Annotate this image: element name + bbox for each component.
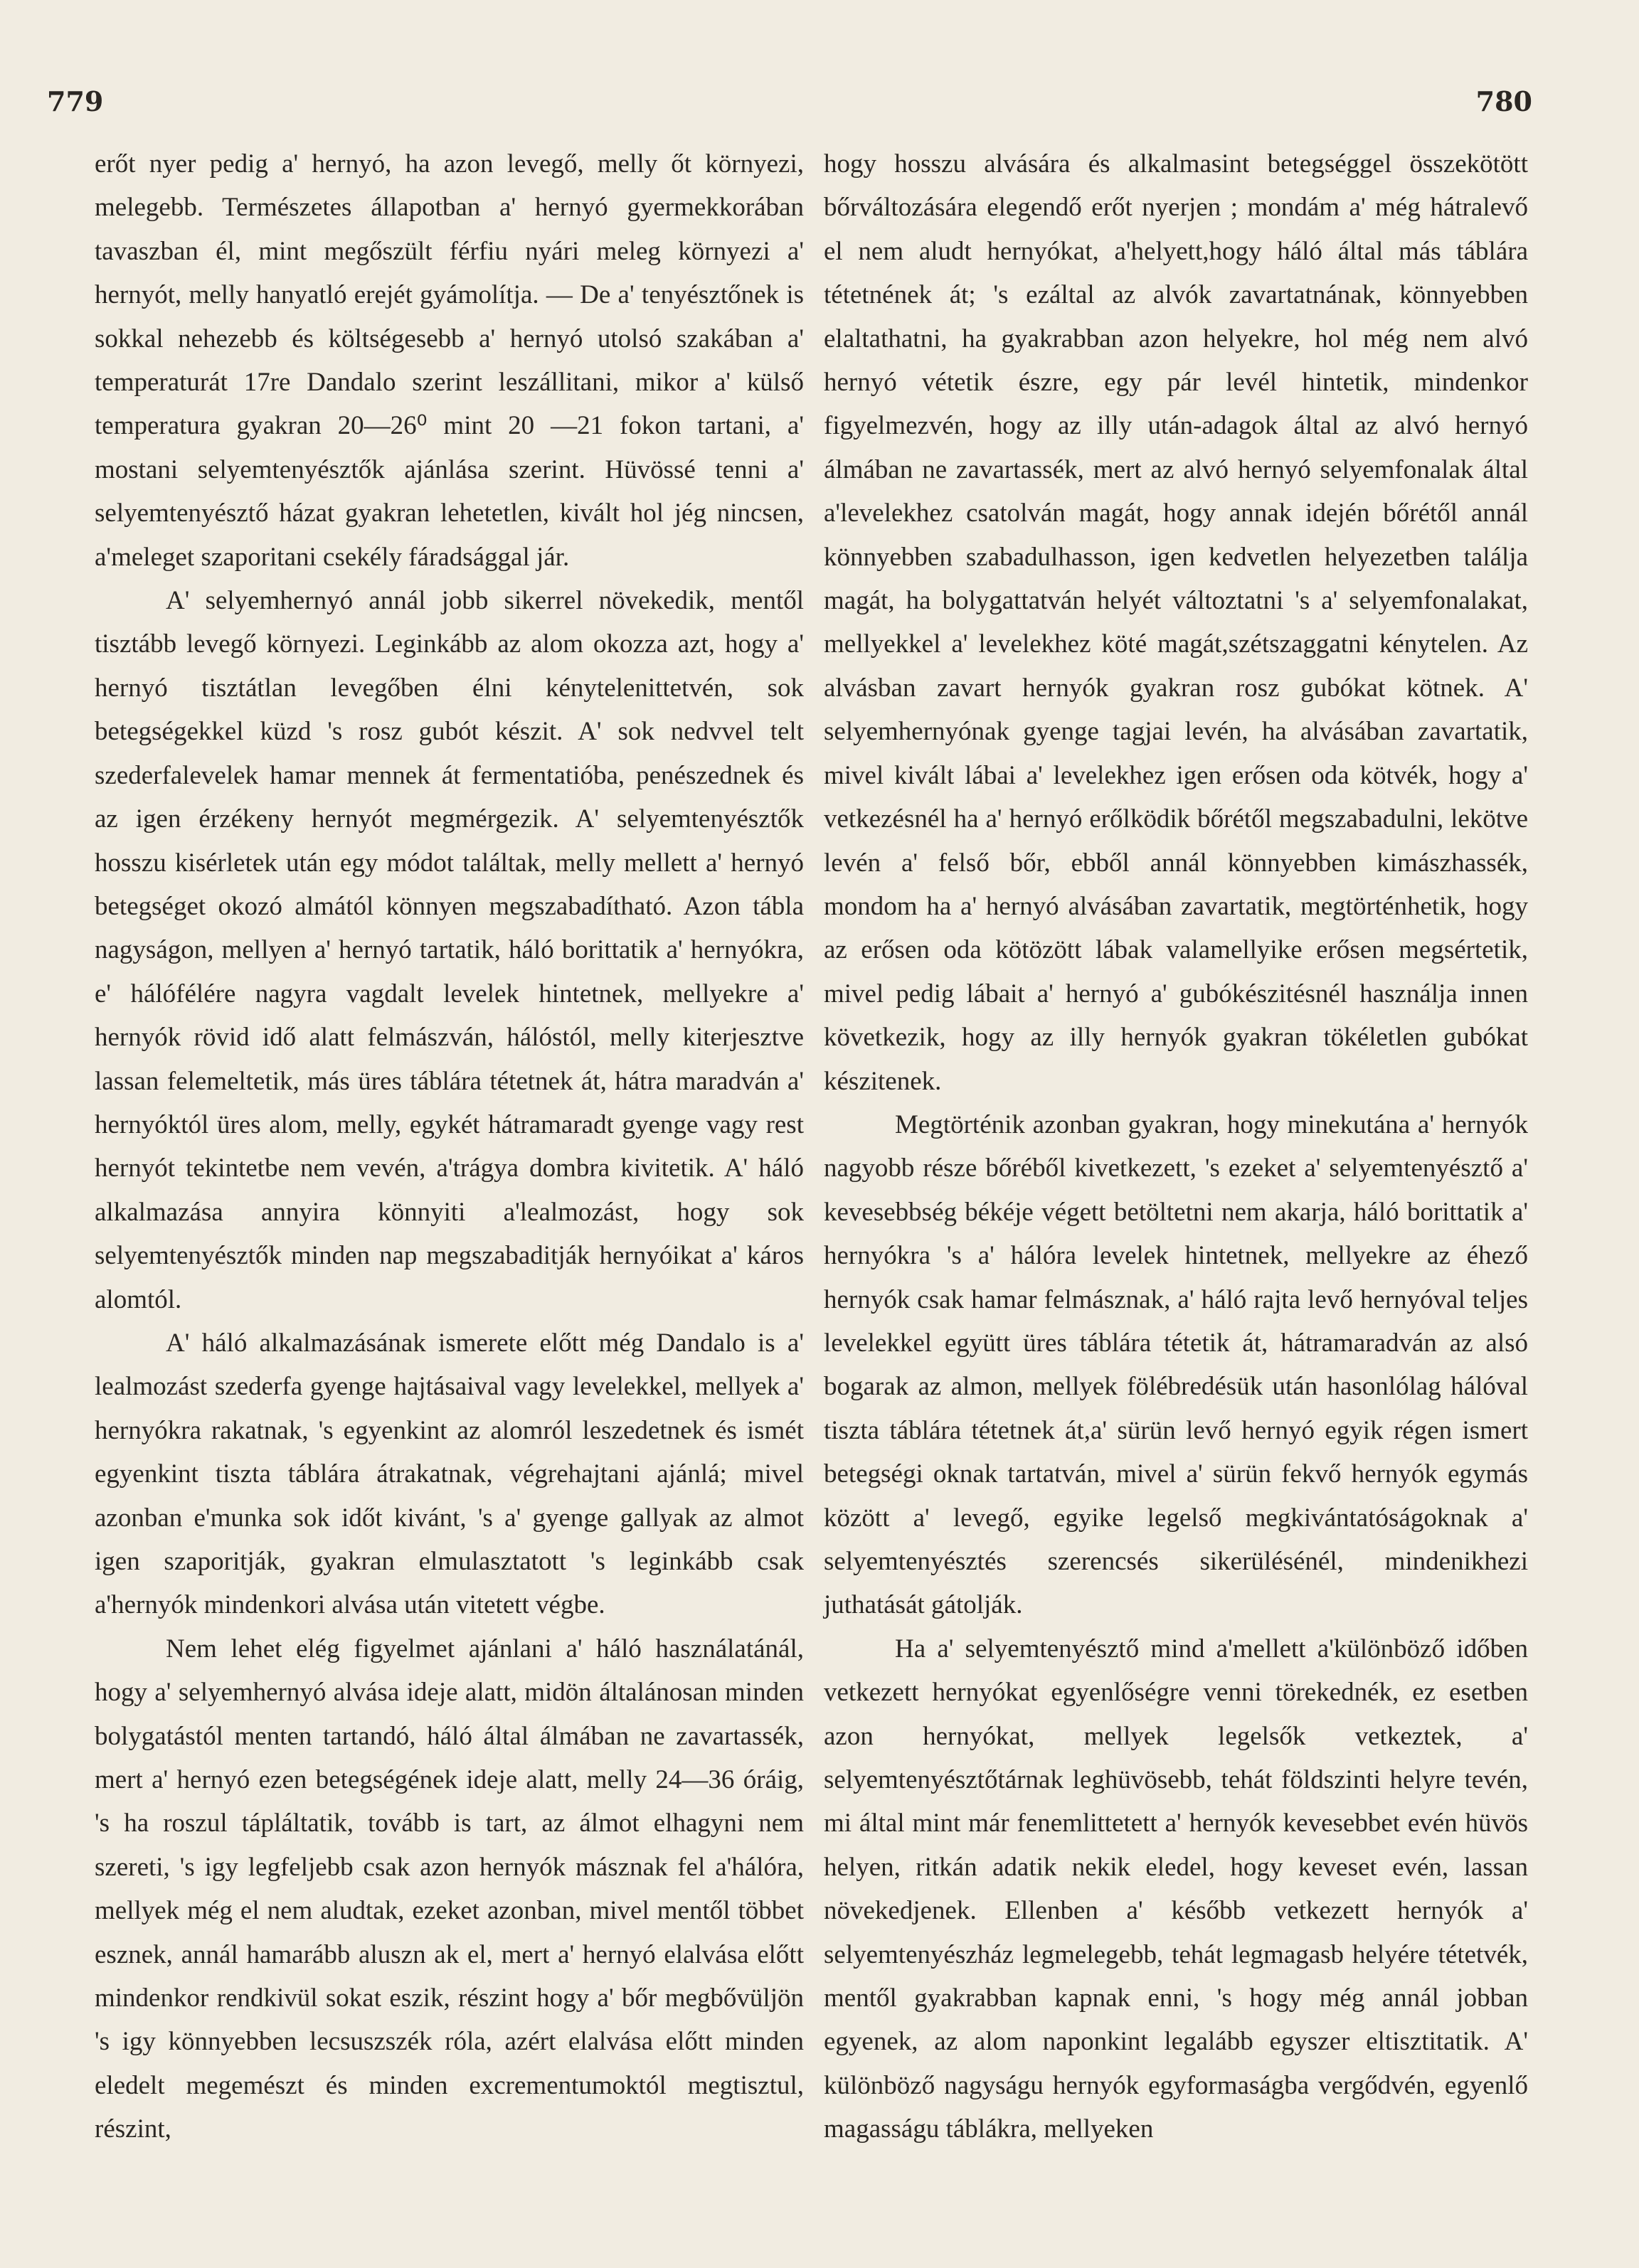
paragraph: Ha a' selyemtenyésztő mind a'mellett a'különböző időben vetkezett hernyókat egyenlőségre venni törekednék, ez esetben azon hernyókat, mellyek legelsők vetkeztek, a' selyemtenyésztőtárnak leghüvösebb, tehát földszinti helyre tevén, mi által mint már fenemlittetett a' hernyók kevesebbet evén hüvös helyen, ritkán adatik nekik eledel, hogy keveset evén, lassan növekedjenek. Ellenben a' később vetkezett hernyók a' selyemtenyészház legmelegebb, tehát legmagasb helyére tétetvék, mentől gyakrabban kapnak enni, 's hogy még annál jobban egyenek, az alom naponkint legalább egyszer eltisztitatik. A' különböző nagyságu hernyók egyformaságba vergődvén, egyenlő magasságu táblákra, mellyeken xyxy=(824,1634,1528,2144)
paragraph: A' selyemhernyó annál jobb sikerrel növekedik, mentől tisztább levegő környezi. Leginkább az alom okozza azt, hogy a' hernyó tisztátlan levegőben élni kénytelenittetvén, sok betegségekkel küzd 's rosz gubót készit. A' sok nedvvel telt szederfalevelek hamar mennek át fermentatióba, penészednek és az igen érzékeny hernyót megmérgezik. A' selyemtenyésztők hosszu kisérletek után egy módot találtak, melly mellett a' hernyó betegséget okozó almától könnyen megszabadítható. Azon tábla nagyságon, mellyen a' hernyó tartatik, háló borittatik a' hernyókra, e' hálófélére nagyra vagdalt levelek hintetnek, mellyekre a' hernyók rövid idő alatt felmászván, hálóstól, melly kiterjesztve lassan felemeltetik, más üres táblára tétetnek át, hátra maradván a' hernyóktól üres alom, melly, egykét hátramaradt gyenge vagy rest hernyót tekintetbe nem vevén, a'trágya dombra kivitetik. A' háló alkalmazása annyira könnyiti a'lealmozást, hogy sok selyemtenyésztők minden nap megszabaditják hernyóikat a' káros alomtól. xyxy=(95,586,804,1314)
page-number-right: 780 xyxy=(1475,85,1532,117)
paragraph: erőt nyer pedig a' hernyó, ha azon levegő, melly őt környezi, melegebb. Természetes állapotban a' hernyó gyermekkorában tavaszban él, mint megőszült férfiu nyári meleg környezi a' hernyót, melly hanyatló erejét gyámolítja. — De a' tenyésztőnek is sokkal nehezebb és költségesebb a' hernyó utolsó szakában a' temperaturát 17re Dandalo szerint leszállitani, mikor a' külső temperatura gyakran 20—26⁰ mint 20 —21 fokon tartani, a' mostani selyemtenyésztők ajánlása szerint. Hüvössé tenni a' selyemtenyésztő házat gyakran lehetetlen, kivált hol jég nincsen, a'meleget szaporitani csekély fáradsággal jár. xyxy=(95,149,804,572)
right-column xyxy=(824,142,1528,2151)
paragraph: hogy hosszu alvására és alkalmasint betegséggel összekötött bőrváltozására elegendő erőt nyerjen ; mondám a' még hátralevő el nem aludt hernyókat, a'helyett,hogy háló által más táblára tétetnének át; 's ezáltal az alvók zavartatnának, könnyebben elaltathatni, ha gyakrabban azon helyekre, hol még nem alvó hernyó vétetik észre, egy pár levél hintetik, mindenkor figyelmezvén, hogy az illy után-adagok által az alvó hernyó álmában ne zavartassék, mert az alvó hernyó selyemfonalak által a'levelekhez csatolván magát, hogy annak idején bőrétől annál könnyebben szabadulhasson, igen kedvetlen helyezetben találja magát, ha bolygattatván helyét változtatni 's a' selyemfonalakat, mellyekkel a' levelekhez köté magát,szétszaggatni kénytelen. Az alvásban zavart hernyók gyakran rosz gubókat kötnek. A' selyemhernyónak gyenge tagjai levén, ha alvásában zavartatik, mivel kivált lábai a' levelekhez igen erősen oda kötvék, hogy a' vetkezésnél ha a' hernyó erőlködik bőrétől megszabadulni, lekötve levén a' felső bőr, ebből annál könnyebben kimászhassék, mondom ha a' hernyó alvásában zavartatik, megtörténhetik, hogy az erősen oda kötözött lábak valamellyike erősen megsértetik, mivel pedig lábait a' hernyó a' gubókészitésnél használja innen következik, hogy az illy hernyók gyakran tökéletlen gubókat készitenek. xyxy=(824,149,1528,1096)
paragraph: Megtörténik azonban gyakran, hogy minekutána a' hernyók nagyobb része bőréből kivetkezett, 's ezeket a' selyemtenyésztő a' kevesebbség békéje végett betöltetni nem akarja, háló borittatik a' hernyókra 's a' hálóra levelek hintetnek, mellyekre az éhező hernyók csak hamar felmásznak, a' háló rajta levő hernyóval teljes levelekkel együtt üres táblára tétetik át, hátramaradván az alsó bogarak az almon, mellyek fölébredésük után hasonlólag hálóval tiszta táblára tétetnek át,a' sürün levő hernyó egyik régen ismert betegségi oknak tartatván, mivel a' sürün fekvő hernyók egymás között a' levegő, egyike legelső megkivántatóságoknak a' selyemtenyésztés szerencsés sikerülésénél, mindenikhezi juthatását gátolják. xyxy=(824,1109,1528,1620)
left-column xyxy=(95,142,804,2151)
paragraph: Nem lehet elég figyelmet ajánlani a' háló használatánál, hogy a' selyemhernyó alvása ideje alatt, midön általánosan minden bolygatástól menten tartandó, háló által álmában ne zavartassék, mert a' hernyó ezen betegségének ideje alatt, melly 24—36 óráig, 's ha roszul tápláltatik, tovább is tart, az álmot elhagyni nem szereti, 's igy legfeljebb csak azon hernyók másznak fel a'hálóra, mellyek még el nem aludtak, ezeket azonban, mivel mentől többet esznek, annál hamarább aluszn ak el, mert a' hernyó elalvása előtt mindenkor rendkivül sokat eszik, részint hogy a' bőr megbővüljön 's igy könnyebben lecsuszszék róla, azért elalvása előtt minden eledelt megemészt és minden excrementumoktól megtisztul, részint, xyxy=(95,1634,804,2144)
page-number-left: 779 xyxy=(47,85,104,117)
paragraph: A' háló alkalmazásának ismerete előtt még Dandalo is a' lealmozást szederfa gyenge hajtásaival vagy levelekkel, mellyek a' hernyókra rakatnak, 's egyenkint az alomról leszedetnek és ismét egyenkint tiszta táblára átrakatnak, végrehajtani ajánlá; mivel azonban e'munka sok időt kivánt, 's a' gyenge gallyak az almot igen szaporitják, gyakran elmulasztatott 's leginkább csak a'hernyók mindenkori alvása után vitetett végbe. xyxy=(95,1328,804,1620)
